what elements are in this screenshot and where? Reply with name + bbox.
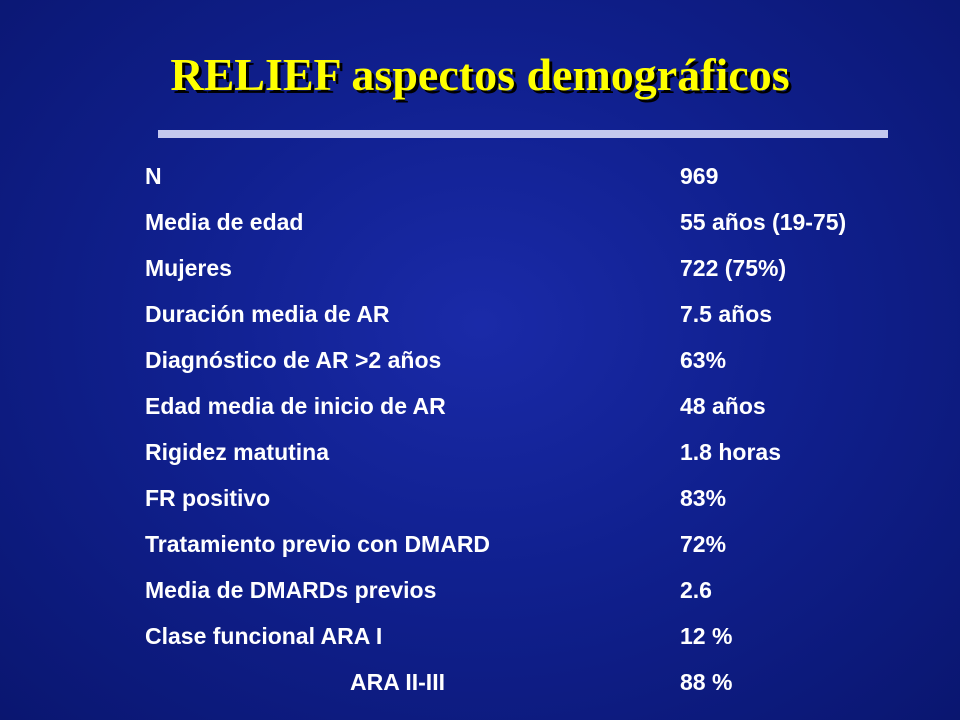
row-label: Media de edad	[145, 209, 304, 235]
row-label: ARA II-III	[350, 669, 445, 695]
row-value: 83%	[680, 485, 727, 511]
row-value: 1.8 horas	[680, 439, 781, 465]
slide-title: RELIEF aspectos demográficos	[170, 49, 790, 100]
row-value: 72%	[680, 531, 727, 557]
row-label: Media de DMARDs previos	[145, 577, 437, 603]
row-label: FR positivo	[145, 485, 271, 511]
row-label: Rigidez matutina	[145, 439, 330, 465]
row-label: Mujeres	[145, 255, 232, 281]
table-row	[0, 475, 960, 521]
table-row	[0, 245, 960, 291]
row-label: Clase funcional ARA I	[145, 623, 383, 649]
row-label: Edad media de inicio de AR	[145, 393, 446, 419]
table-row	[0, 567, 960, 613]
demographics-table	[0, 153, 960, 705]
table-row	[0, 429, 960, 475]
row-value: 48 años	[680, 393, 766, 419]
table-row	[0, 613, 960, 659]
table-row	[0, 199, 960, 245]
table-row	[0, 383, 960, 429]
table-row	[0, 521, 960, 567]
title-divider	[158, 130, 888, 138]
row-label: Tratamiento previo con DMARD	[145, 531, 491, 557]
row-value: 7.5 años	[680, 301, 773, 327]
row-value: 55 años (19-75)	[680, 209, 847, 235]
row-value: 722 (75%)	[680, 255, 787, 281]
row-value: 63%	[680, 347, 727, 373]
table-row	[0, 337, 960, 383]
row-label: Duración media de AR	[145, 301, 390, 327]
row-value: 12 %	[680, 623, 733, 649]
table-row	[0, 659, 960, 705]
row-value: 2.6	[680, 577, 712, 603]
row-value: 969	[680, 163, 719, 189]
row-label: N	[145, 163, 162, 189]
row-value: 88 %	[680, 669, 733, 695]
row-label: Diagnóstico de AR >2 años	[145, 347, 442, 373]
table-row	[0, 153, 960, 199]
table-row	[0, 291, 960, 337]
